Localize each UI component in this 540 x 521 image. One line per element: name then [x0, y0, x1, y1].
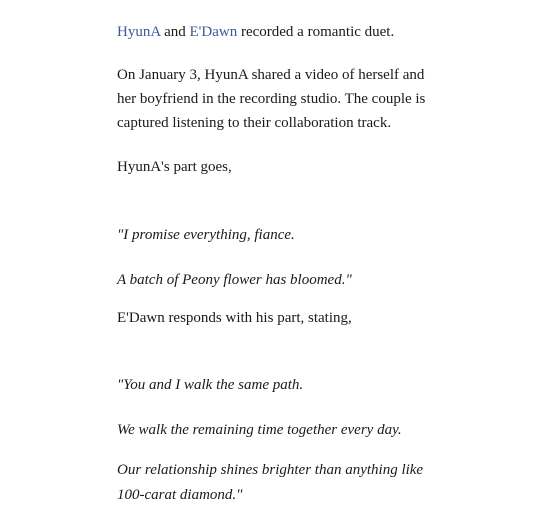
edawn-link[interactable]: E'Dawn	[189, 24, 238, 40]
intro-rest: recorded a romantic duet.	[237, 24, 395, 40]
paragraph-line: her boyfriend in the recording studio. The couple is	[117, 91, 426, 107]
hyuna-link[interactable]: HyunA	[117, 24, 161, 40]
intro-and: and	[160, 24, 190, 40]
quote-line: A batch of Peony flower has bloomed."	[117, 272, 352, 288]
paragraph-line: captured listening to their collaboration track.	[117, 115, 392, 131]
edawn-part-intro: E'Dawn responds with his part, stating,	[117, 310, 352, 326]
quote-line: 100-carat diamond."	[117, 487, 243, 503]
hyuna-part-intro: HyunA's part goes,	[117, 159, 232, 175]
quote-line: Our relationship shines brighter than anything like	[117, 462, 424, 478]
quote-line: "I promise everything, fiance.	[117, 227, 295, 243]
quote-line: We walk the remaining time together every day.	[117, 422, 402, 438]
paragraph-line: On January 3, HyunA shared a video of herself and	[117, 67, 425, 83]
intro-paragraph	[117, 20, 394, 44]
quote-line: "You and I walk the same path.	[117, 377, 304, 393]
